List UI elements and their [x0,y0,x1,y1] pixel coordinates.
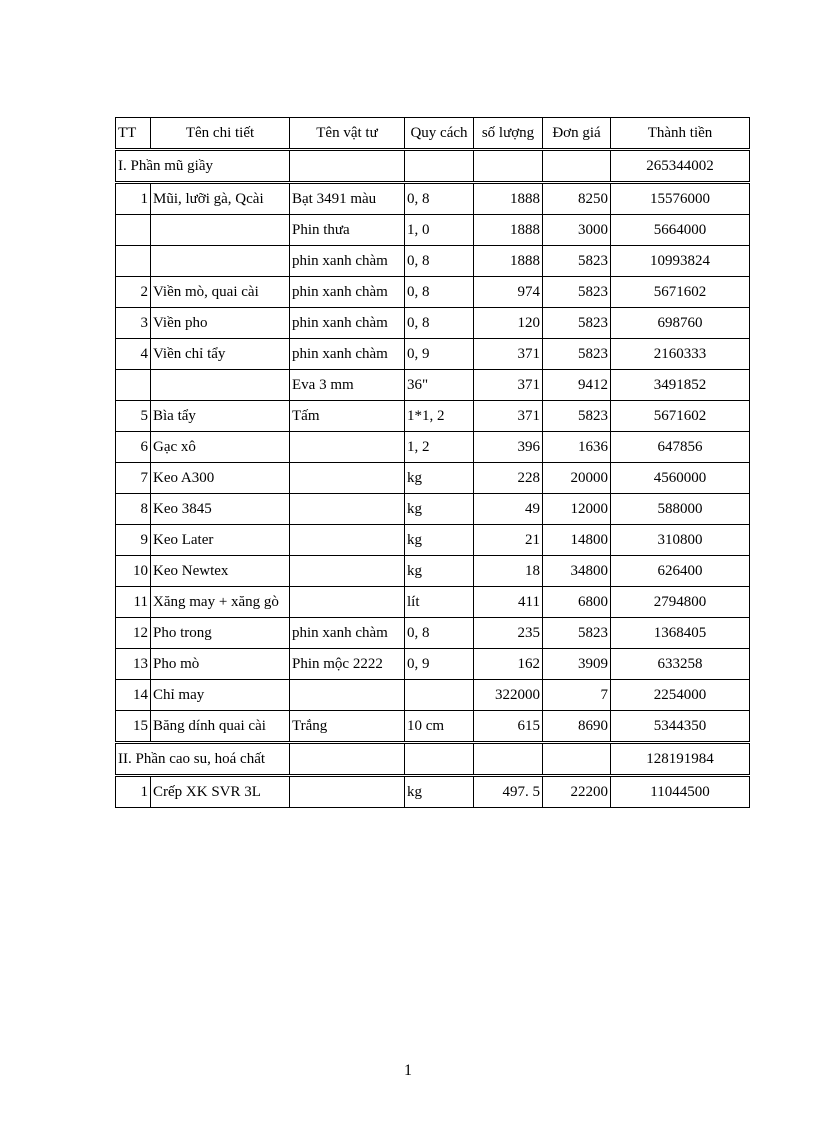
amount: 5671602 [611,277,750,308]
section-row [116,743,750,776]
row-number: 15 [116,711,151,743]
part-name: Chỉ may [151,680,290,711]
material-name [290,680,405,711]
empty-cell [474,150,543,183]
part-name: Gạc xô [151,432,290,463]
part-name: Viền mò, quai cài [151,277,290,308]
empty-cell [290,743,405,776]
quantity: 235 [474,618,543,649]
unit-price: 5823 [543,618,611,649]
header-amount: Thành tiền [611,118,750,150]
table-row [116,401,750,432]
table-row [116,370,750,401]
unit-price: 8250 [543,183,611,215]
row-number: 5 [116,401,151,432]
amount: 626400 [611,556,750,587]
amount: 588000 [611,494,750,525]
quantity: 1888 [474,215,543,246]
row-number: 10 [116,556,151,587]
unit-price: 5823 [543,401,611,432]
header-tt: TT [116,118,151,150]
table-row [116,525,750,556]
amount: 11044500 [611,776,750,808]
part-name [151,370,290,401]
material-name: phin xanh chàm [290,339,405,370]
unit-price: 5823 [543,277,611,308]
material-name: Eva 3 mm [290,370,405,401]
row-number: 6 [116,432,151,463]
quantity: 18 [474,556,543,587]
empty-cell [543,150,611,183]
spec: 0, 8 [405,246,474,277]
unit-price: 3000 [543,215,611,246]
unit-price: 9412 [543,370,611,401]
unit-price: 3909 [543,649,611,680]
row-number [116,370,151,401]
material-name [290,556,405,587]
quantity: 371 [474,339,543,370]
material-name [290,432,405,463]
amount: 310800 [611,525,750,556]
quantity: 1888 [474,183,543,215]
material-name: Bạt 3491 màu [290,183,405,215]
material-name [290,525,405,556]
table-row [116,339,750,370]
row-number: 14 [116,680,151,711]
spec: 36" [405,370,474,401]
header-part-name: Tên chi tiết [151,118,290,150]
quantity: 49 [474,494,543,525]
row-number: 13 [116,649,151,680]
material-name: phin xanh chàm [290,277,405,308]
spec: 0, 9 [405,339,474,370]
unit-price: 1636 [543,432,611,463]
table-row [116,649,750,680]
part-name: Keo Newtex [151,556,290,587]
quantity: 411 [474,587,543,618]
section-title: I. Phần mũ giầy [116,150,290,183]
material-name: phin xanh chàm [290,308,405,339]
row-number: 11 [116,587,151,618]
spec: 0, 8 [405,618,474,649]
material-name [290,463,405,494]
unit-price: 14800 [543,525,611,556]
part-name: Crếp XK SVR 3L [151,776,290,808]
row-number: 7 [116,463,151,494]
empty-cell [474,743,543,776]
row-number: 1 [116,776,151,808]
table-row [116,556,750,587]
spec: 10 cm [405,711,474,743]
unit-price: 12000 [543,494,611,525]
header-quantity: số lượng [474,118,543,150]
spec: 0, 8 [405,308,474,339]
quantity: 396 [474,432,543,463]
amount: 2794800 [611,587,750,618]
part-name: Viền pho [151,308,290,339]
unit-price: 34800 [543,556,611,587]
quantity: 371 [474,370,543,401]
header-material-name: Tên vật tư [290,118,405,150]
part-name: Pho trong [151,618,290,649]
table-row [116,277,750,308]
table-row [116,308,750,339]
unit-price: 8690 [543,711,611,743]
part-name: Xăng may + xăng gò [151,587,290,618]
table-row [116,711,750,743]
spec: 1, 2 [405,432,474,463]
unit-price: 5823 [543,339,611,370]
part-name: Pho mò [151,649,290,680]
row-number: 9 [116,525,151,556]
row-number [116,246,151,277]
quantity: 162 [474,649,543,680]
table-row [116,587,750,618]
table-row [116,776,750,808]
amount: 698760 [611,308,750,339]
part-name: Bìa tẩy [151,401,290,432]
amount: 2160333 [611,339,750,370]
row-number: 12 [116,618,151,649]
quantity: 322000 [474,680,543,711]
row-number: 1 [116,183,151,215]
quantity: 371 [474,401,543,432]
spec: 0, 9 [405,649,474,680]
table-header-row [116,118,750,150]
quantity: 120 [474,308,543,339]
quantity: 974 [474,277,543,308]
part-name: Keo A300 [151,463,290,494]
material-name: Tấm [290,401,405,432]
section-title: II. Phần cao su, hoá chất [116,743,290,776]
spec: 0, 8 [405,183,474,215]
quantity: 1888 [474,246,543,277]
table-row [116,246,750,277]
quantity: 228 [474,463,543,494]
unit-price: 22200 [543,776,611,808]
table-row [116,494,750,525]
unit-price: 7 [543,680,611,711]
spec [405,680,474,711]
spec: 1, 0 [405,215,474,246]
spec: kg [405,556,474,587]
table-row [116,680,750,711]
spec: 1*1, 2 [405,401,474,432]
quantity: 21 [474,525,543,556]
section-total: 265344002 [611,150,750,183]
unit-price: 20000 [543,463,611,494]
header-unit-price: Đơn giá [543,118,611,150]
spec: lít [405,587,474,618]
material-name: Phin thưa [290,215,405,246]
amount: 5664000 [611,215,750,246]
quantity: 615 [474,711,543,743]
part-name: Băng dính quai cài [151,711,290,743]
table-row [116,463,750,494]
amount: 15576000 [611,183,750,215]
material-name [290,494,405,525]
section-total: 128191984 [611,743,750,776]
section-row [116,150,750,183]
table-row [116,183,750,215]
table-body [116,150,750,808]
material-name: Trắng [290,711,405,743]
empty-cell [405,743,474,776]
table-row [116,618,750,649]
spec: kg [405,776,474,808]
material-name: phin xanh chàm [290,618,405,649]
empty-cell [405,150,474,183]
material-name: phin xanh chàm [290,246,405,277]
page-number: 1 [404,1062,412,1079]
amount: 3491852 [611,370,750,401]
unit-price: 6800 [543,587,611,618]
empty-cell [290,150,405,183]
part-name [151,246,290,277]
spec: kg [405,463,474,494]
part-name: Keo 3845 [151,494,290,525]
part-name [151,215,290,246]
row-number: 4 [116,339,151,370]
material-name [290,587,405,618]
spec: 0, 8 [405,277,474,308]
table-row [116,215,750,246]
part-name: Viền chỉ tẩy [151,339,290,370]
unit-price: 5823 [543,246,611,277]
part-name: Keo Later [151,525,290,556]
table-row [116,432,750,463]
row-number: 3 [116,308,151,339]
amount: 1368405 [611,618,750,649]
spec: kg [405,525,474,556]
material-name: Phin mộc 2222 [290,649,405,680]
unit-price: 5823 [543,308,611,339]
quantity: 497. 5 [474,776,543,808]
amount: 633258 [611,649,750,680]
amount: 5344350 [611,711,750,743]
row-number: 8 [116,494,151,525]
materials-table [115,117,750,808]
amount: 5671602 [611,401,750,432]
amount: 10993824 [611,246,750,277]
row-number [116,215,151,246]
amount: 2254000 [611,680,750,711]
spec: kg [405,494,474,525]
part-name: Mũi, lưỡi gà, Qcài [151,183,290,215]
empty-cell [543,743,611,776]
header-spec: Quy cách [405,118,474,150]
material-name [290,776,405,808]
row-number: 2 [116,277,151,308]
amount: 4560000 [611,463,750,494]
amount: 647856 [611,432,750,463]
